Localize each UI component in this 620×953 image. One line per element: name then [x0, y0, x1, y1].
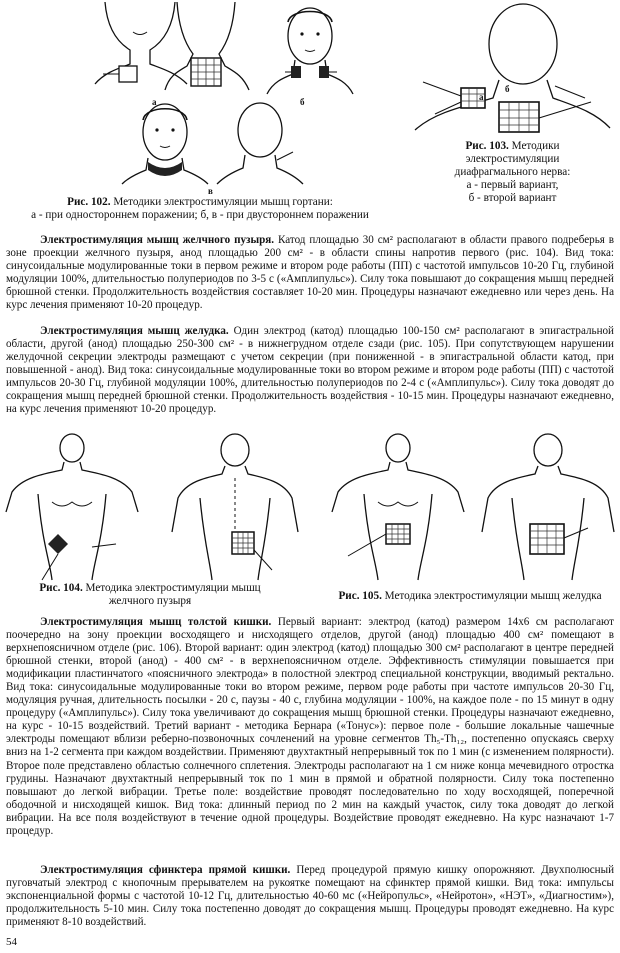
fig105-caption-title: Методика электростимуляции мышц желудка [381, 590, 602, 602]
fig104-caption-line2: желчного пузыря [108, 595, 192, 607]
fig102-v-back-illustration [215, 100, 305, 185]
fig102-caption-title: Методики электростимуляции мышц гортани: [110, 196, 333, 208]
figure-105 [320, 430, 620, 610]
fig102-caption-line2: а - при одностороннем поражении; б, в - при двустороннем поражении [31, 209, 369, 221]
paragraph-sphincter-text: Перед процедурой прямую кишку опорожняют. Двухполюсный пуговчатый электрод с кнопочным прерывателем на рукоятке помещают на сфинктер прямой кишки. Вид тока: импульсы экспоненциальной формы с частотой 10-12 Гц, длительностью 40-60 мс («Нейропульс», «Нейротон», «НЭТ», «Диагностим»), продолжительность 5-10 мин. Силу тока постепенно доводят до сокращения мышц. Процедуры проводят ежедневно. На курс применяют 8-10 воздействий. [6, 864, 615, 929]
fig103-caption-line4: а - первый вариант, [466, 179, 559, 191]
fig103-caption-line3: диафрагмального нерва: [454, 166, 571, 178]
figure-103 [405, 0, 620, 225]
paragraph-gallbladder-text: Катод площадью 30 см² располагают в области правого подреберья в зоне проекции желчного пузыря, анод площадью 200 см² - в области спины напротив первого (рис. 104). Вид тока: синусоидальные модулированные токи в первом режиме и втором роде работы (ПП) с частотой импульсов 10-20 Гц, глубиной модуляции 100%, длительностью полупериодов по 3-5 с («Амплипульс»). Силу тока повышают до сокращения мышц передней брюшной стенки. Продолжительность воздействия составляет 10-20 мин. Процедуры назначают ежедневно или через день. На курс лечения применяют 10-20 процедур. [6, 234, 615, 312]
fig105-torso-front-illustration [328, 432, 468, 582]
fig104-caption-title: Методика электростимуляции мышц [82, 582, 261, 594]
fig102-v-front-illustration [120, 100, 210, 185]
fig103-caption [405, 140, 620, 205]
fig102-label-v: в [208, 186, 213, 196]
fig104-caption-number: Рис. 104. [39, 582, 83, 594]
fig103-head-back-illustration [405, 2, 615, 137]
paragraph-stomach-text: Один электрод (катод) площадью 100-150 см² располагают в эпигастральной области, другой (анод) площадью 250-300 см² - в нижнегрудном отделе сзади (рис. 105). При сопутствующем нарушении желудочной секреции электроды размещают с учетом секреции (при пониженной - в эпигастральной области катод, при повышенной - анод). Вид тока: синусоидальные модулированные токи во втором режиме и втором роде работы (ПП) с частотой импульсов 20-30 Гц, глубиной модуляции 100%, длительностью полупериодов по 2-4 с («Амплипульс»). Силу тока доводят до сокращения мышц передней брюшной стенки. Продолжительность воздействия - 10-15 мин. Процедуры назначают ежедневно, на курс лечения применяют 10-20 процедур. [6, 325, 614, 416]
fig105-caption-number: Рис. 105. [338, 590, 382, 602]
paragraph-stomach [6, 325, 614, 416]
paragraph-sphincter [6, 864, 614, 929]
fig103-caption-title: Методики [508, 140, 560, 152]
fig103-label-b: б [505, 84, 510, 94]
fig102-label-b: б [300, 97, 305, 107]
fig102-label-a: а [152, 97, 157, 107]
paragraph-colon-text: Первый вариант: электрод (катод) размером 14х6 см располагают поочередно на зону проекции восходящего и нисходящего отделов, другой (анод) площадью 400 см² помещают в верхнепоясничном отделе (рис. 106). Второй вариант: один электрод (катод) площадью 300 см² располагают в центре передней брюшной стенки, второй (анод) - 400 см² - в верхнепоясничном отделе. Эффективность стимуляции повышается при модификации пластинчатого «поясничного электрода» в полостной электрод специальной конструкции, вводимый ректально. Вид тока: синусоидальные модулированные токи во втором режиме, первом роде работы при частоте импульсов 20-30 Гц, модуляция ручная, длительность посылки - 20 с, паузы - 40 с, глубина модуляции - 100%, на каждое поле - по 15 минут в одну процедуру («Амплипульс»). Силу тока увеличивают до сокращения мышц брюшной стенки. Процедуры назначают ежедневно, на курс - 10-15 воздействий. Третий вариант - методика Бернара («Тонус»): первое поле - большие локальные чашечные электроды помещают вблизи реберно-позвоночных сочленений на уровне сегментов Th₅-Th₁₂, постепенно опускаясь сверху вниз на 1-2 сегмента при каждом воздействии. Применяют двухтактный непрерывный ток по 1 мин (с изменением полярности). Второе поле представлено областью солнечного сплетения. Электроды располагают на 1 см ниже конца мечевидного отростка грудины. Назначают двухтактный непрерывный ток по 1 мин в прямой и обратной полярности. Силу тока постепенно повышают до легкой вибрации. Третье поле: воздействие проводят последовательно по ходу восходящей, поперечной ободочной и нисходящей кишок. Вид тока: длинный период по 2 мин на каждый участок, силу тока доводят до легкой вибрации. На все поля воздействуют в течение одной процедуры. Воздействие проводят ежедневно. На курс назначают 1-7 процедур. [6, 616, 615, 837]
page-number: 54 [6, 936, 17, 948]
fig103-label-a: а [479, 92, 484, 102]
paragraph-gallbladder-heading: Электростимуляция мышц желчного пузыря. [40, 234, 275, 246]
fig102-b-head-illustration [265, 2, 355, 102]
fig102-caption [0, 196, 400, 222]
paragraph-colon-heading: Электростимуляция мышц толстой кишки. [40, 616, 272, 628]
fig105-caption [320, 590, 620, 603]
paragraph-stomach-heading: Электростимуляция мышц желудка. [40, 325, 229, 337]
fig104-torso-back-illustration [170, 432, 300, 582]
fig105-torso-back-illustration [478, 432, 618, 582]
paragraph-sphincter-heading: Электростимуляция сфинктера прямой кишки. [40, 864, 291, 876]
figure-102 [0, 0, 400, 230]
fig104-caption [0, 582, 300, 608]
fig103-caption-line2: электростимуляции [465, 153, 560, 165]
fig102-a-back-neck-illustration [165, 2, 250, 92]
figure-104 [0, 430, 310, 610]
fig103-caption-line5: б - второй вариант [468, 192, 557, 204]
paragraph-gallbladder [6, 234, 614, 312]
fig104-torso-front-illustration [2, 432, 142, 582]
fig102-caption-number: Рис. 102. [67, 196, 111, 208]
fig103-caption-number: Рис. 103. [465, 140, 509, 152]
paragraph-colon [6, 616, 614, 838]
